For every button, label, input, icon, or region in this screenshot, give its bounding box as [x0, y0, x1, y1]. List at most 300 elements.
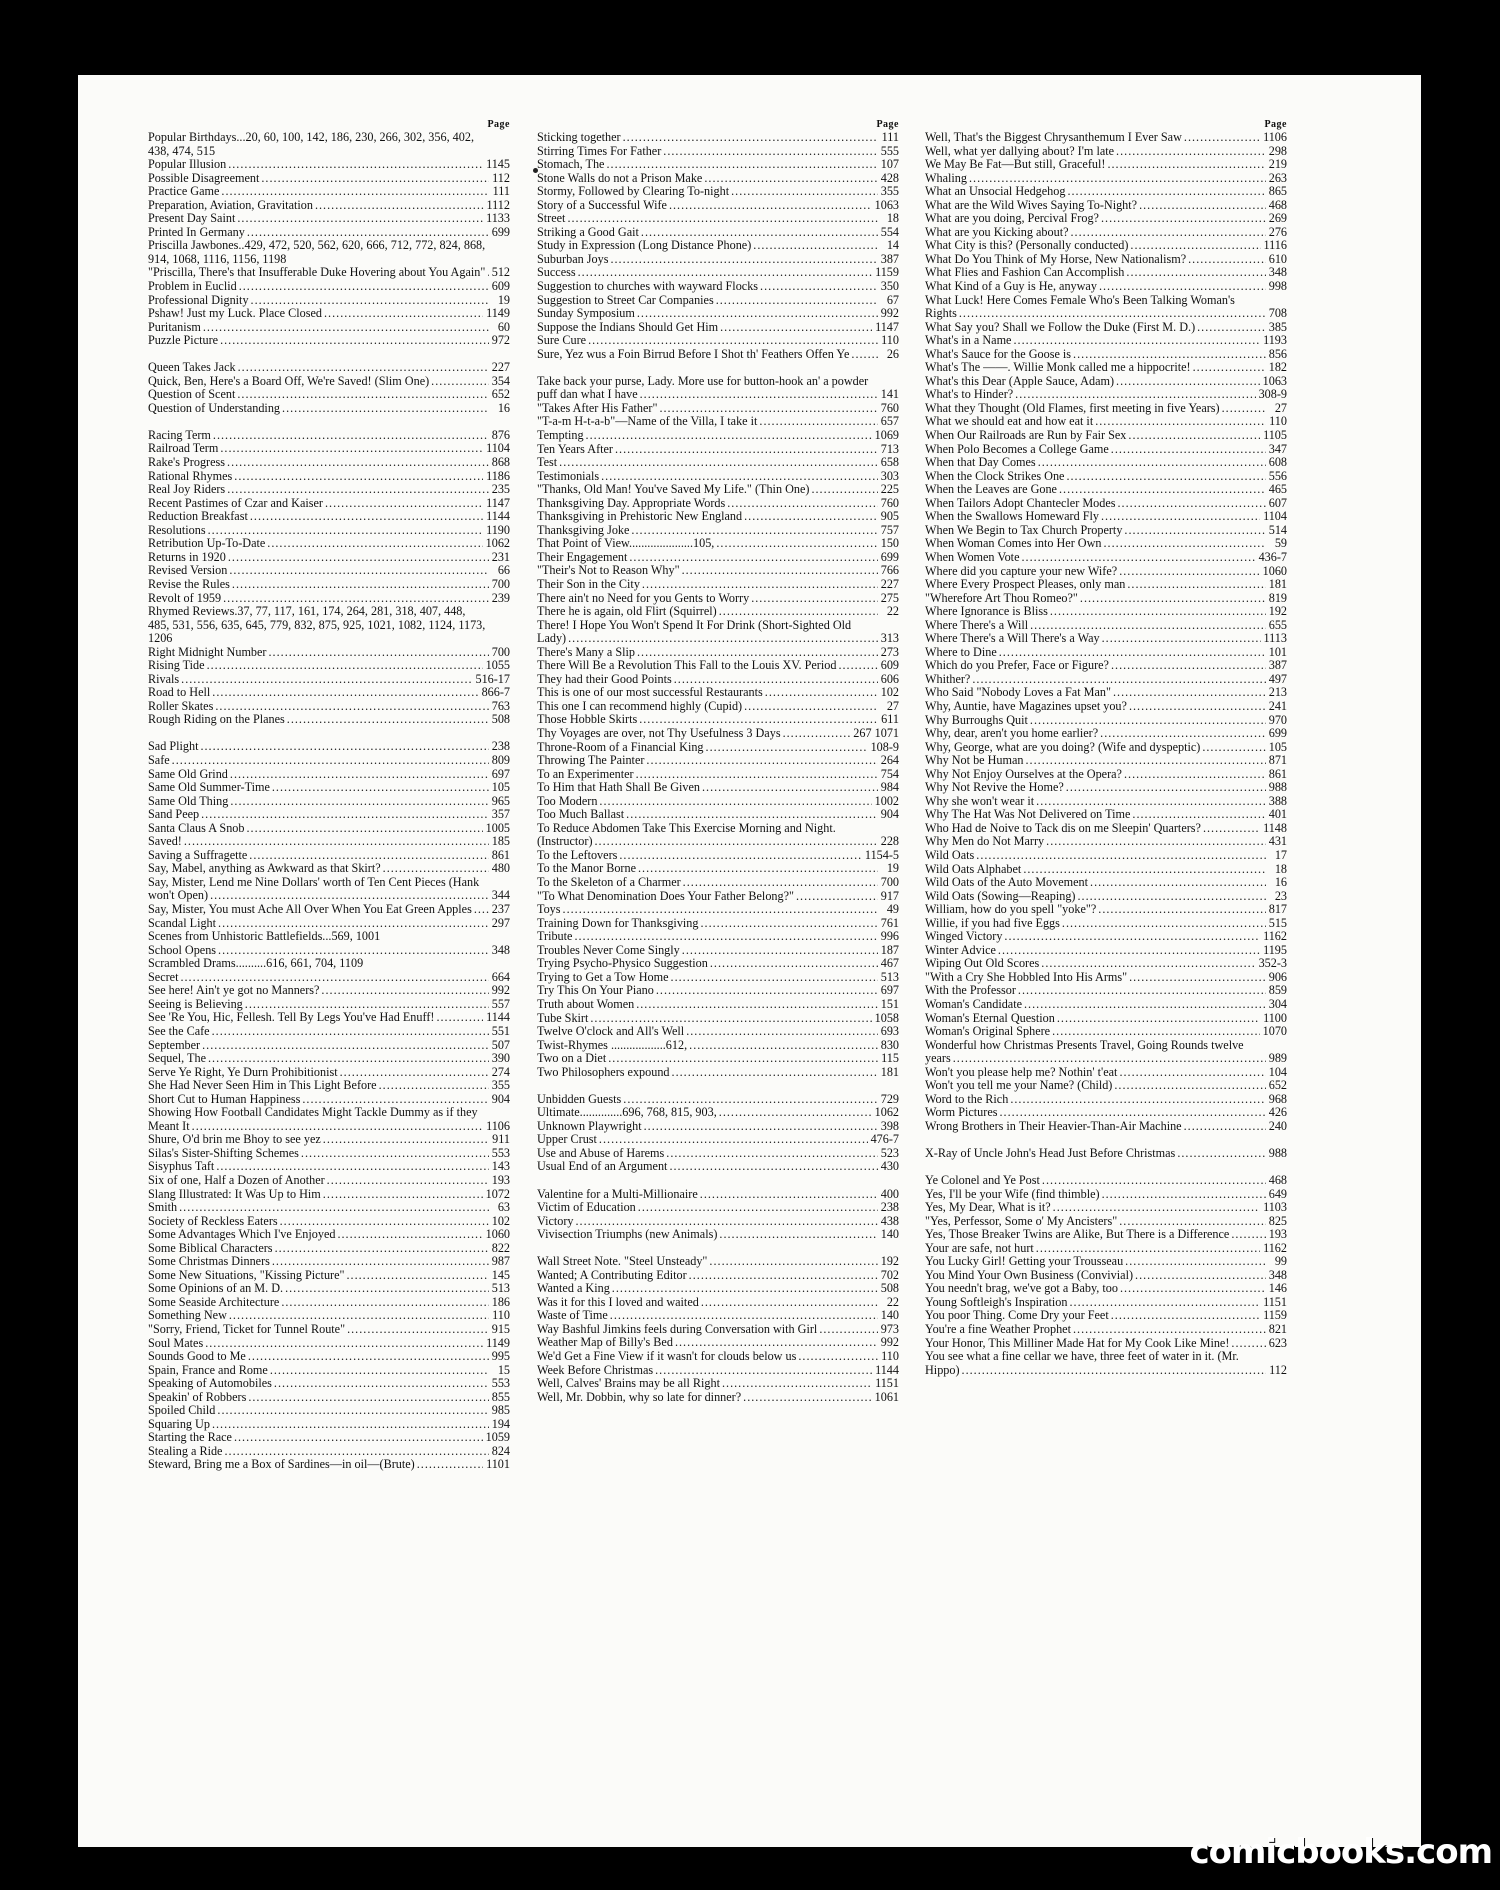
index-entry [925, 714, 1287, 728]
entry-page-number: 18 [878, 212, 899, 226]
entry-title: Where There's a Will ..... [925, 619, 1266, 633]
entry-title: Quick, Ben, Here's a Board Off, We're Saved! (Slim One) ..... [148, 375, 489, 389]
index-entry [925, 1106, 1287, 1120]
entry-page-number: 1005 [483, 822, 510, 836]
entry-page-number: 297 [489, 917, 510, 931]
entry-page-number: 275 [878, 592, 899, 606]
entry-page-number: 66 [489, 564, 510, 578]
index-entry [537, 375, 899, 402]
index-entry [537, 321, 899, 335]
entry-page-number: 611 [878, 713, 899, 727]
entry-page-number: 824 [489, 1445, 510, 1459]
entry-title: Victim of Education ..... [537, 1201, 878, 1215]
index-entry [925, 971, 1287, 985]
entry-page-number: 227 [489, 361, 510, 375]
entry-page-number: 970 [1266, 714, 1287, 728]
index-entry [537, 1336, 899, 1350]
index-entry [537, 212, 899, 226]
index-entry [148, 402, 510, 416]
entry-title: Throne-Room of a Financial King ..... [537, 741, 868, 755]
index-entry [925, 334, 1287, 348]
entry-title: Practice Game ..... [148, 185, 489, 199]
entry-page-number: 911 [489, 1133, 510, 1147]
section-gap [537, 1242, 899, 1256]
entry-page-number: 181 [878, 1066, 899, 1080]
entry-page-number: 344 [489, 889, 510, 903]
index-entry [925, 578, 1287, 592]
entry-title: Same Old Grind ..... [148, 768, 489, 782]
entry-page-number: 431 [1266, 835, 1287, 849]
entry-page-number: 989 [1266, 1052, 1287, 1066]
index-entry [925, 944, 1287, 958]
entry-page-number: 809 [489, 754, 510, 768]
index-entry [148, 862, 510, 876]
entry-page-number: 436-7 [1256, 551, 1287, 565]
index-entry [148, 456, 510, 470]
index-entry [925, 1188, 1287, 1202]
entry-page-number: 965 [489, 795, 510, 809]
entry-page-number: 1193 [1260, 334, 1287, 348]
index-entry [925, 239, 1287, 253]
index-entry [925, 185, 1287, 199]
entry-page-number: 354 [489, 375, 510, 389]
entry-page-number: 1062 [872, 1106, 899, 1120]
index-entry [148, 226, 510, 240]
entry-title: Possible Disagreement ..... [148, 172, 489, 186]
entry-title: Some New Situations, "Kissing Picture" ..... [148, 1269, 489, 1283]
index-entry [537, 727, 899, 741]
entry-page-number: 866-7 [479, 686, 510, 700]
index-entry [925, 1255, 1287, 1269]
entry-title: When the Swallows Homeward Fly ..... [925, 510, 1260, 524]
entry-page-number: 699 [878, 551, 899, 565]
entry-page-number: 865 [1266, 185, 1287, 199]
entry-title: Popular Illusion ..... [148, 158, 483, 172]
entry-title: Returns in 1920 ..... [148, 551, 489, 565]
entry-title: Road to Hell ..... [148, 686, 479, 700]
entry-title: Stone Walls do not a Prison Make ..... [537, 172, 878, 186]
entry-page-number: 213 [1266, 686, 1287, 700]
entry-title: What Say you? Shall we Follow the Duke (First M. D.) ..... [925, 321, 1266, 335]
entry-title: Suggestion to churches with wayward Flocks ..... [537, 280, 878, 294]
index-entry [148, 483, 510, 497]
index-entry [148, 849, 510, 863]
entry-title: Way Bashful Jimkins feels during Conversation with Girl ..... [537, 1323, 878, 1337]
entry-title: Soul Mates ..... [148, 1337, 483, 1351]
entry-title: Valentine for a Multi-Millionaire ..... [537, 1188, 878, 1202]
index-entry [148, 592, 510, 606]
index-entry [148, 307, 510, 321]
entry-title: Yes, I'll be your Wife (find thimble) ..... [925, 1188, 1266, 1202]
entry-title: Take back your purse, Lady. More use for button-hook an' a powder puff dan what I have ..... [537, 375, 878, 402]
entry-title: You see what a fine cellar we have, three feet of water in it. (Mr. Hippo) ..... [925, 1350, 1266, 1377]
entry-title: Sand Peep ..... [148, 808, 489, 822]
entry-title: Where did you capture your new Wife? ..... [925, 565, 1260, 579]
entry-title: Rising Tide ..... [148, 659, 483, 673]
entry-title: "With a Cry She Hobbled Into His Arms" ..... [925, 971, 1266, 985]
entry-title: Problem in Euclid ..... [148, 280, 489, 294]
entry-title: Recent Pastimes of Czar and Kaiser ..... [148, 497, 483, 511]
entry-title: Why, dear, aren't you home earlier? ..... [925, 727, 1266, 741]
entry-page-number: 14 [878, 239, 899, 253]
index-entry [148, 497, 510, 511]
entry-page-number: 608 [1266, 456, 1287, 470]
entry-title: Pshaw! Just my Luck. Place Closed ..... [148, 307, 483, 321]
index-entry [925, 483, 1287, 497]
entry-title: Wild Oats ..... [925, 849, 1266, 863]
entry-page-number: 610 [1266, 253, 1287, 267]
index-entry [537, 172, 899, 186]
entry-page-number: 308-9 [1256, 388, 1287, 402]
index-entry [148, 1039, 510, 1053]
entry-page-number: 554 [878, 226, 899, 240]
index-entry [148, 158, 510, 172]
index-entry [537, 605, 899, 619]
index-entry [925, 524, 1287, 538]
index-entry [148, 795, 510, 809]
index-entry [537, 348, 899, 362]
entry-title: Professional Dignity ..... [148, 294, 489, 308]
entry-page-number: 219 [1266, 158, 1287, 172]
entry-title: Their Engagement ..... [537, 551, 878, 565]
index-entry [537, 483, 899, 497]
index-entry [148, 1309, 510, 1323]
entry-page-number: 904 [489, 1093, 510, 1107]
entry-title: See the Cafe ..... [148, 1025, 489, 1039]
index-entry [537, 1309, 899, 1323]
index-entry [537, 564, 899, 578]
entry-title: Week Before Christmas ..... [537, 1364, 872, 1378]
entry-title: Use and Abuse of Harems ..... [537, 1147, 878, 1161]
entry-page-number: 1060 [1260, 565, 1287, 579]
entry-page-number: 992 [878, 1336, 899, 1350]
index-entry [537, 903, 899, 917]
entry-title: There! I Hope You Won't Spend It For Drink (Short-Sighted Old Lady) ..... [537, 619, 878, 646]
index-entry [537, 524, 899, 538]
index-entry [148, 185, 510, 199]
index-entry [925, 646, 1287, 660]
entry-title: There he is again, old Flirt (Squirrel) ..... [537, 605, 878, 619]
index-entry [537, 998, 899, 1012]
entry-page-number: 623 [1266, 1337, 1287, 1351]
index-entry [537, 957, 899, 971]
index-entry [537, 659, 899, 673]
index-entry [537, 890, 899, 904]
index-entry [925, 1147, 1287, 1161]
entry-page-number: 652 [489, 388, 510, 402]
entry-title: Twist-Rhymes ..................612, ..... [537, 1039, 878, 1053]
entry-title: Victory ..... [537, 1215, 878, 1229]
index-entry [148, 1337, 510, 1351]
index-entry [925, 226, 1287, 240]
index-entry [148, 1147, 510, 1161]
entry-page-number: 1144 [872, 1364, 899, 1378]
index-entry [537, 1364, 899, 1378]
entry-title: Sisyphus Taft ..... [148, 1160, 489, 1174]
entry-title: Some Seaside Architecture ..... [148, 1296, 489, 1310]
entry-title: When Polo Becomes a College Game ..... [925, 443, 1266, 457]
index-entry [537, 754, 899, 768]
entry-title: When Tailors Adopt Chantecler Modes ..... [925, 497, 1266, 511]
index-entry [925, 361, 1287, 375]
index-entry [148, 754, 510, 768]
entry-page-number: 192 [1266, 605, 1287, 619]
entry-title: What we should eat and how eat it ..... [925, 415, 1266, 429]
index-entry [925, 456, 1287, 470]
index-entry [925, 537, 1287, 551]
index-entry [925, 1039, 1287, 1066]
entry-title: Queen Takes Jack ..... [148, 361, 489, 375]
entry-page-number: 476-7 [868, 1133, 899, 1147]
index-entry [925, 1093, 1287, 1107]
index-entry [148, 1242, 510, 1256]
entry-page-number: 995 [489, 1350, 510, 1364]
entry-title: Puritanism ..... [148, 321, 489, 335]
entry-page-number: 1133 [483, 212, 510, 226]
entry-page-number: 1104 [1260, 510, 1287, 524]
entry-title: To the Manor Borne ..... [537, 862, 878, 876]
entry-title: Was it for this I loved and waited ..... [537, 1296, 878, 1310]
entry-page-number: 468 [1266, 199, 1287, 213]
index-entry [537, 1228, 899, 1242]
index-entry [925, 957, 1287, 971]
entry-page-number: 428 [878, 172, 899, 186]
section-gap [925, 1133, 1287, 1147]
entry-title: Training Down for Thanksgiving ..... [537, 917, 878, 931]
index-entry [925, 415, 1287, 429]
entry-title: We May Be Fat—But still, Graceful! ..... [925, 158, 1266, 172]
entry-page-number: 228 [878, 835, 899, 849]
entry-title: Well, Mr. Dobbin, why so late for dinner? ..... [537, 1391, 872, 1405]
index-entry [925, 768, 1287, 782]
index-entry [537, 497, 899, 511]
entry-page-number: 693 [878, 1025, 899, 1039]
index-column-2 [537, 118, 899, 1404]
index-entry [148, 199, 510, 213]
section-gap [537, 361, 899, 375]
entry-title: Something New ..... [148, 1309, 489, 1323]
index-entry [925, 375, 1287, 389]
entry-page-number: 185 [489, 835, 510, 849]
index-entry [148, 1445, 510, 1459]
entry-page-number: 754 [878, 768, 899, 782]
entry-page-number: 1063 [872, 199, 899, 213]
index-entry [148, 768, 510, 782]
index-entry [148, 903, 510, 917]
index-entry [925, 172, 1287, 186]
entry-title: When Women Vote ..... [925, 551, 1256, 565]
index-entry [537, 266, 899, 280]
index-entry [148, 1079, 510, 1093]
entry-page-number: 700 [489, 578, 510, 592]
index-entry [537, 551, 899, 565]
entry-title: Serve Ye Right, Ye Durn Prohibitionist ..... [148, 1066, 489, 1080]
entry-page-number: 101 [1266, 646, 1287, 660]
entry-title: Revolt of 1959 ..... [148, 592, 489, 606]
index-entry [925, 822, 1287, 836]
entry-title: Well, That's the Biggest Chrysanthemum I Ever Saw ..... [925, 131, 1260, 145]
index-entry [925, 443, 1287, 457]
index-entry [148, 388, 510, 402]
entry-title: William, how do you spell "yoke"? ..... [925, 903, 1266, 917]
entry-page-number: 313 [878, 632, 899, 646]
index-entry [925, 565, 1287, 579]
entry-title: Why Not Revive the Home? ..... [925, 781, 1266, 795]
index-entry [925, 253, 1287, 267]
entry-title: Well, what yer dallying about? I'm late ..... [925, 145, 1266, 159]
entry-page-number: 430 [878, 1160, 899, 1174]
entry-title: Test ..... [537, 456, 878, 470]
entry-page-number: 1060 [483, 1228, 510, 1242]
entry-page-number: 239 [489, 592, 510, 606]
entry-page-number: 276 [1266, 226, 1287, 240]
entry-title: Why Men do Not Marry ..... [925, 835, 1266, 849]
entry-title: Your Honor, This Milliner Made Hat for My Cook Like Mine! ..... [925, 1337, 1266, 1351]
entry-title: Twelve O'clock and All's Well ..... [537, 1025, 878, 1039]
entry-page-number: 357 [489, 808, 510, 822]
entry-page-number: 111 [878, 131, 899, 145]
entry-title: "Their's Not to Reason Why" ..... [537, 564, 878, 578]
entry-page-number: 697 [489, 768, 510, 782]
entry-title: Who Had de Noive to Tack dis on me Sleepin' Quarters? ..... [925, 822, 1260, 836]
entry-page-number: 512 [489, 266, 510, 280]
entry-page-number: 241 [1266, 700, 1287, 714]
entry-title: Scandal Light ..... [148, 917, 489, 931]
entry-page-number: 426 [1266, 1106, 1287, 1120]
index-entry [925, 1282, 1287, 1296]
entry-page-number: 390 [489, 1052, 510, 1066]
index-entry [925, 659, 1287, 673]
index-entry [537, 1323, 899, 1337]
index-entry [537, 781, 899, 795]
entry-title: Racing Term ..... [148, 429, 489, 443]
entry-title: Tempting ..... [537, 429, 872, 443]
index-entry [537, 578, 899, 592]
entry-title: Revise the Rules ..... [148, 578, 489, 592]
entry-title: Starting the Race ..... [148, 1431, 483, 1445]
entry-title: To an Experimenter ..... [537, 768, 878, 782]
entry-page-number: 987 [489, 1255, 510, 1269]
index-entry [925, 1309, 1287, 1323]
entry-title: When that Day Comes ..... [925, 456, 1266, 470]
entry-title: Some Biblical Characters ..... [148, 1242, 489, 1256]
entry-page-number: 110 [878, 334, 899, 348]
section-gap [148, 415, 510, 429]
index-entry [148, 876, 510, 903]
index-entry [148, 470, 510, 484]
entry-page-number: 141 [878, 388, 899, 402]
entry-page-number: 699 [1266, 727, 1287, 741]
entry-page-number: 766 [878, 564, 899, 578]
entry-title: Why, George, what are you doing? (Wife and dyspeptic) ..... [925, 741, 1266, 755]
entry-title: This one I can recommend highly (Cupid) ..... [537, 700, 878, 714]
entry-title: Shure, O'd brin me Bhoy to see yez ..... [148, 1133, 489, 1147]
entry-title: To Him that Hath Shall Be Given ..... [537, 781, 878, 795]
index-entry [925, 619, 1287, 633]
entry-page-number: 822 [489, 1242, 510, 1256]
entry-page-number: 1104 [483, 442, 510, 456]
entry-page-number: 906 [1266, 971, 1287, 985]
entry-page-number: 700 [489, 646, 510, 660]
entry-title: There Will Be a Revolution This Fall to the Louis XV. Period ..... [537, 659, 878, 673]
entry-page-number: 303 [878, 470, 899, 484]
index-entry [537, 307, 899, 321]
entry-page-number: 348 [489, 944, 510, 958]
index-entry [537, 131, 899, 145]
index-entry [537, 226, 899, 240]
entry-title: Try This On Your Piano ..... [537, 984, 878, 998]
index-entry [925, 754, 1287, 768]
entry-page-number: 59 [1266, 537, 1287, 551]
entry-title: Tube Skirt ..... [537, 1012, 872, 1026]
index-entry [148, 321, 510, 335]
index-entry [537, 1282, 899, 1296]
entry-title: Well, Calves' Brains may be all Right ..... [537, 1377, 872, 1391]
index-entry [925, 727, 1287, 741]
entry-page-number: 1100 [1260, 1012, 1287, 1026]
entry-page-number: 181 [1266, 578, 1287, 592]
entry-page-number: 729 [878, 1093, 899, 1107]
entry-page-number: 1162 [1260, 1242, 1287, 1256]
section-gap [537, 1079, 899, 1093]
index-entry [537, 1269, 899, 1283]
entry-title: Why Burroughs Quit ..... [925, 714, 1266, 728]
index-entry [537, 1350, 899, 1364]
entry-page-number: 655 [1266, 619, 1287, 633]
entry-page-number: 1195 [1260, 944, 1287, 958]
entry-page-number: 1148 [1260, 822, 1287, 836]
index-entry [148, 564, 510, 578]
index-entry [537, 795, 899, 809]
index-entry [925, 1269, 1287, 1283]
entry-page-number: 193 [1266, 1228, 1287, 1242]
entry-title: Spoiled Child ..... [148, 1404, 489, 1418]
index-entry [925, 1201, 1287, 1215]
entry-page-number: 273 [878, 646, 899, 660]
entry-page-number: 988 [1266, 1147, 1287, 1161]
index-entry [148, 1255, 510, 1269]
index-entry [537, 470, 899, 484]
index-entry [925, 795, 1287, 809]
entry-page-number: 104 [1266, 1066, 1287, 1080]
index-entry [148, 375, 510, 389]
index-entry [148, 1431, 510, 1445]
index-entry [148, 266, 510, 280]
entry-page-number: 227 [878, 578, 899, 592]
entry-page-number: 1069 [872, 429, 899, 443]
index-entry [925, 280, 1287, 294]
entry-page-number: 760 [878, 402, 899, 416]
entry-title: What an Unsocial Hedgehog ..... [925, 185, 1266, 199]
entry-title: Thy Voyages are over, not Thy Usefulness 3 Days ..... [537, 727, 850, 741]
entry-page-number: 438 [878, 1215, 899, 1229]
entry-page-number: 1116 [1261, 239, 1287, 253]
entry-title: Speaking of Automobiles ..... [148, 1377, 489, 1391]
index-entry [148, 524, 510, 538]
entry-page-number: 225 [878, 483, 899, 497]
entry-page-number: 23 [1266, 890, 1287, 904]
index-entry [148, 957, 510, 971]
entry-page-number: 355 [878, 185, 899, 199]
entry-page-number: 112 [1266, 1364, 1287, 1378]
index-entry [148, 835, 510, 849]
index-entry [537, 917, 899, 931]
index-entry [148, 673, 510, 687]
entry-title: What are you doing, Percival Frog? ..... [925, 212, 1266, 226]
entry-title: They had their Good Points ..... [537, 673, 878, 687]
entry-title: Spain, France and Rome ..... [148, 1364, 489, 1378]
index-entry [925, 1120, 1287, 1134]
